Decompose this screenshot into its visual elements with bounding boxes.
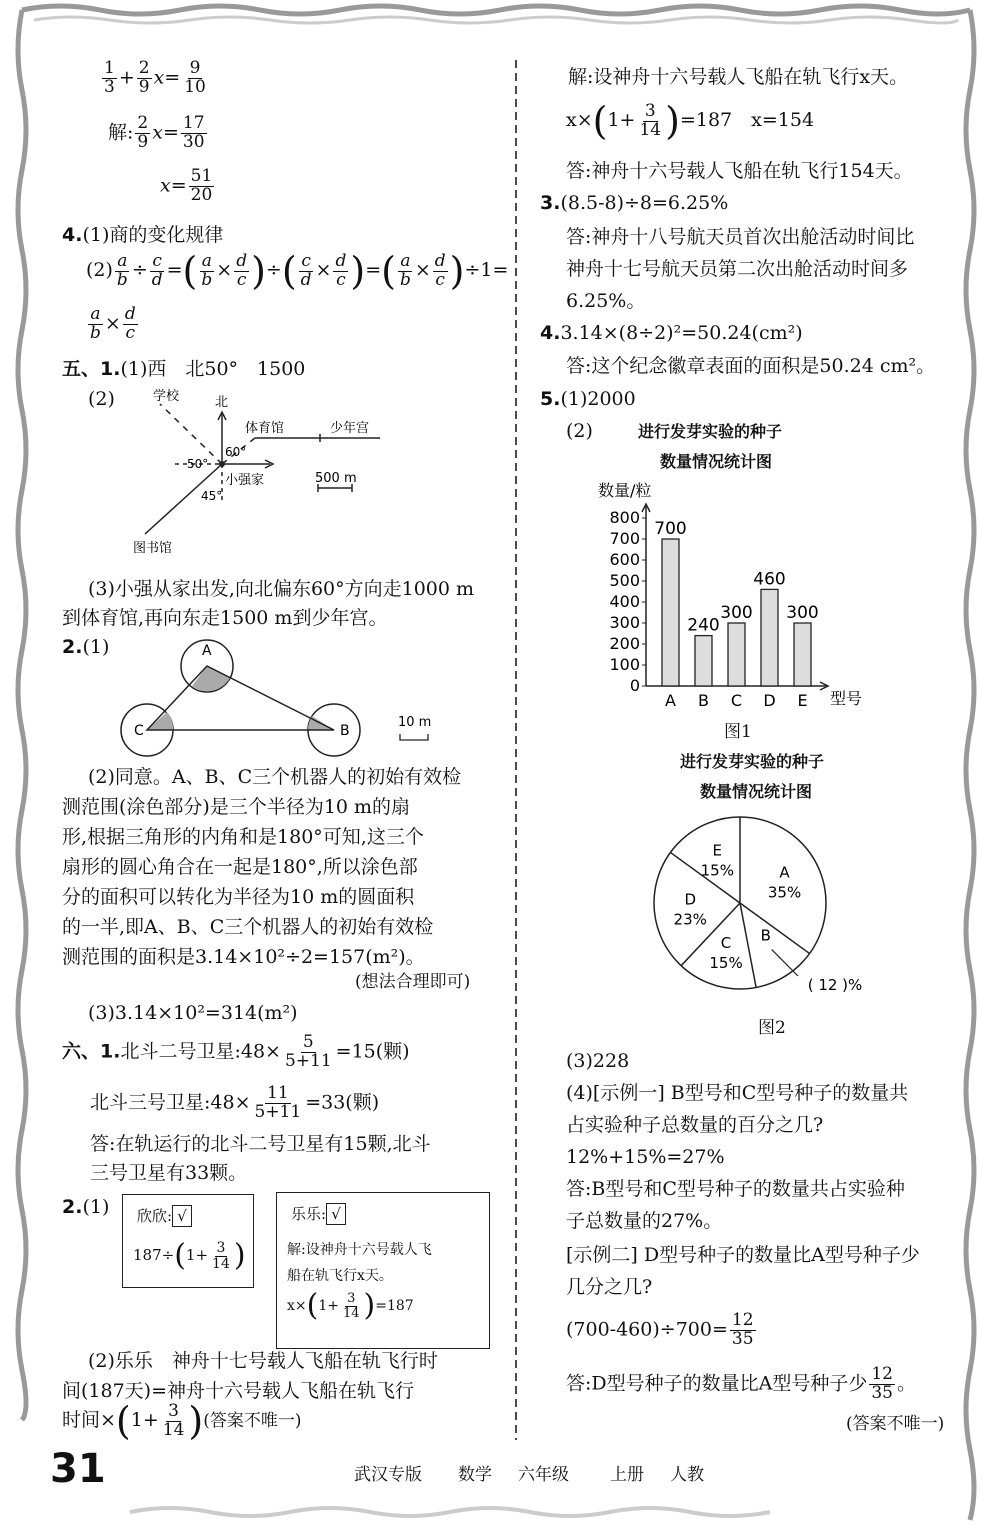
section-6-q1-line2: 北斗三号卫星:48× $\frac{11}{5+11}$ =33(颗)	[90, 1083, 380, 1122]
question-3-answer-2: 神舟十七号航天员第二次出舱活动时间多	[566, 258, 909, 280]
section-6-q1-answer-2: 三号卫星有33颗。	[90, 1162, 248, 1184]
question-5-part3: (3)228	[566, 1050, 630, 1072]
equation-1: $\frac{1}{3}$ + $\frac{2}{9}$ x= $\frac{9}{10}$	[104, 58, 206, 97]
robot-b-label: B	[340, 723, 350, 739]
question-4-answer: 答:这个纪念徽章表面的面积是50.24 cm²。	[566, 355, 936, 377]
map-scale-label: 500 m	[315, 471, 357, 486]
category-label-B: B	[698, 691, 709, 710]
bar-value-C: 300	[720, 603, 753, 623]
question-3: 3.(8.5-8)÷8=6.25%	[540, 192, 729, 214]
y-tick-label: 800	[609, 508, 640, 527]
question-5-part4-answer: 答:D型号种子的数量比A型号种子少 $\frac{12}{35}$ 。	[566, 1364, 917, 1403]
fig1-caption: 图1	[724, 722, 752, 742]
pie-category-D: D	[684, 890, 697, 909]
footer-series: 武汉专版	[354, 1465, 422, 1485]
y-tick-label: 600	[609, 550, 640, 569]
section-6-q2-part2-line3: 时间×(1+ $\frac{3}{14}$ )(答案不唯一)	[62, 1399, 302, 1443]
pie-value-E: 15%	[700, 861, 734, 880]
section-5-q1-part3-line2: 到体育馆,再向东走1500 m到少年宫。	[62, 607, 388, 629]
question-4-part-1: 4.(1)商的变化规律	[62, 224, 224, 246]
footer-volume: 上册	[610, 1465, 644, 1485]
robot-a-label: A	[202, 643, 212, 659]
bar-value-B: 240	[687, 615, 720, 636]
pie-divider-C	[740, 903, 756, 987]
section-6-q1-line1: 六、1.北斗二号卫星:48× $\frac{5}{5+11}$ =15(颗)	[62, 1032, 410, 1071]
section-6-q2-part2-line1: (2)乐乐 神舟十七号载人飞船在轨飞行时	[88, 1350, 438, 1372]
y-tick-label: 400	[609, 592, 640, 611]
question-4-result: $\frac{a}{b}$ × $\frac{d}{c}$	[90, 304, 136, 343]
category-label-C: C	[730, 691, 743, 710]
section-5-q1-part3-line1: (3)小强从家出发,向北偏东60°方向走1000 m	[88, 578, 475, 600]
bar-B	[695, 636, 712, 686]
direction-map	[115, 384, 395, 569]
question-3-answer-1: 答:神舟十八号航天员首次出舱活动时间比	[566, 226, 915, 248]
equation-2: 解: $\frac{2}{9}$ x= $\frac{17}{30}$	[108, 113, 205, 152]
section-6-q1-answer-1: 答:在轨运行的北斗二号卫星有15颗,北斗	[90, 1133, 431, 1155]
check-icon: √	[172, 1205, 192, 1227]
fig1-title-2: 数量情况统计图	[660, 452, 773, 471]
question-2-part3: (3)3.14×10²=314(m²)	[88, 1002, 298, 1024]
question-5-part2-label: (2)	[566, 420, 593, 442]
home-label: 小强家	[225, 473, 265, 488]
bar-value-A: 700	[654, 519, 687, 539]
lele-answer-box: 乐乐: √ 解:设神舟十六号载人飞 船在轨飞行x天。 x×(1+ $\frac{3}{14}$ )=187	[276, 1192, 490, 1349]
pie-value-B: ( 12 )%	[807, 976, 863, 994]
angle-45-label: 45°	[201, 489, 223, 503]
palace-label: 少年宫	[330, 421, 370, 436]
pie-leader-B	[772, 950, 798, 976]
question-2-part1: 2.(1)	[62, 636, 110, 658]
pie-category-C: C	[720, 934, 732, 953]
pie-category-A: A	[779, 863, 790, 882]
fig2-caption: 图2	[758, 1018, 786, 1038]
fig1-title-1: 进行发芽实验的种子	[638, 422, 783, 441]
bar-chart	[596, 476, 886, 726]
footer-grade: 六年级	[518, 1465, 569, 1485]
section-5-q1-part2-label: (2)	[88, 388, 115, 410]
question-5-part1: 5.(1)2000	[540, 388, 636, 410]
bar-value-D: 460	[753, 569, 786, 590]
y-tick-label: 100	[609, 655, 640, 674]
right-line-1: 解:设神舟十六号载人飞船在轨飞行x天。	[568, 66, 909, 88]
gym-label: 体育馆	[245, 421, 285, 436]
pie-category-E: E	[712, 841, 723, 860]
triangle-abc	[147, 666, 334, 730]
y-tick-label: 700	[609, 529, 640, 548]
question-2-note: (想法合理即可)	[355, 972, 471, 992]
page-number: 31	[50, 1446, 106, 1492]
sector-a	[192, 666, 230, 691]
bar-E	[794, 623, 811, 686]
school-label: 学校	[153, 389, 180, 404]
question-4-part-2: (2) $\frac{a}{b}$ ÷ $\frac{c}{d}$ =( $\frac{a}{b}$ × $\frac{d}{c}$ )÷( $\frac{c}{d}$ × $\frac{d}{c}$ )=( $\frac{a}{b}$ × $\frac{d}{c}$ )÷1=	[86, 249, 509, 293]
bar-A	[662, 539, 679, 686]
footer-subject: 数学	[458, 1465, 492, 1485]
category-label-E: E	[797, 691, 808, 710]
question-5-part4-calc: (700-460)÷700= $\frac{12}{35}$	[566, 1310, 754, 1349]
home-dot	[219, 461, 225, 467]
check-icon: √	[326, 1203, 346, 1225]
question-4: 4.3.14×(8÷2)²=50.24(cm²)	[540, 322, 803, 344]
pie-value-D: 23%	[673, 910, 707, 929]
equation-3: x= $\frac{51}{20}$	[160, 166, 213, 205]
school-line	[160, 404, 222, 464]
robot-scale-bar	[400, 734, 428, 740]
category-label-D: D	[763, 691, 776, 710]
right-line-3: 答:神舟十六号载人飞船在轨飞行154天。	[566, 160, 913, 182]
xinxin-answer-box: 欣欣: √ 187÷(1+ $\frac{3}{14}$ )	[122, 1194, 254, 1288]
section-6-q2-label: 2.(1)	[62, 1196, 110, 1218]
robot-c-label: C	[134, 723, 144, 739]
bar-D	[761, 589, 778, 686]
category-label-A: A	[665, 691, 676, 710]
pie-value-C: 15%	[709, 954, 743, 973]
bar-C	[728, 623, 745, 686]
question-5-note: (答案不唯一)	[846, 1414, 945, 1434]
footer-edition: 人教	[670, 1465, 704, 1485]
question-3-answer-3: 6.25%。	[566, 290, 646, 312]
y-tick-label: 500	[609, 571, 640, 590]
north-label: 北	[215, 395, 229, 410]
sector-c	[147, 712, 173, 730]
fig2-title-2: 数量情况统计图	[700, 782, 813, 801]
y-tick-label: 0	[629, 676, 640, 695]
pie-value-A: 35%	[767, 883, 802, 902]
fig2-title-1: 进行发芽实验的种子	[680, 752, 825, 771]
right-line-2: x×(1+ $\frac{3}{14}$ )=187 x=154	[566, 99, 815, 143]
section-6-q2-part2-line2: 间(187天)=神舟十六号载人飞船在轨飞行	[62, 1380, 415, 1402]
robot-scale-label: 10 m	[398, 715, 432, 730]
bar-value-E: 300	[786, 603, 819, 623]
library-label: 图书馆	[133, 541, 173, 556]
y-tick-label: 300	[609, 613, 640, 632]
angle-60-label: 60°	[225, 445, 247, 459]
pie-category-B: B	[760, 926, 771, 945]
pie-chart	[640, 808, 900, 998]
pie-divider-B	[740, 903, 810, 954]
y-tick-label: 200	[609, 634, 640, 653]
robot-diagram	[110, 630, 470, 770]
angle-50-label: 50°	[187, 457, 209, 471]
x-axis-label: 型号	[830, 689, 863, 708]
section-5-q1: 五、1.(1)西 北50° 1500	[62, 358, 306, 380]
y-axis-label: 数量/粒	[598, 481, 652, 500]
